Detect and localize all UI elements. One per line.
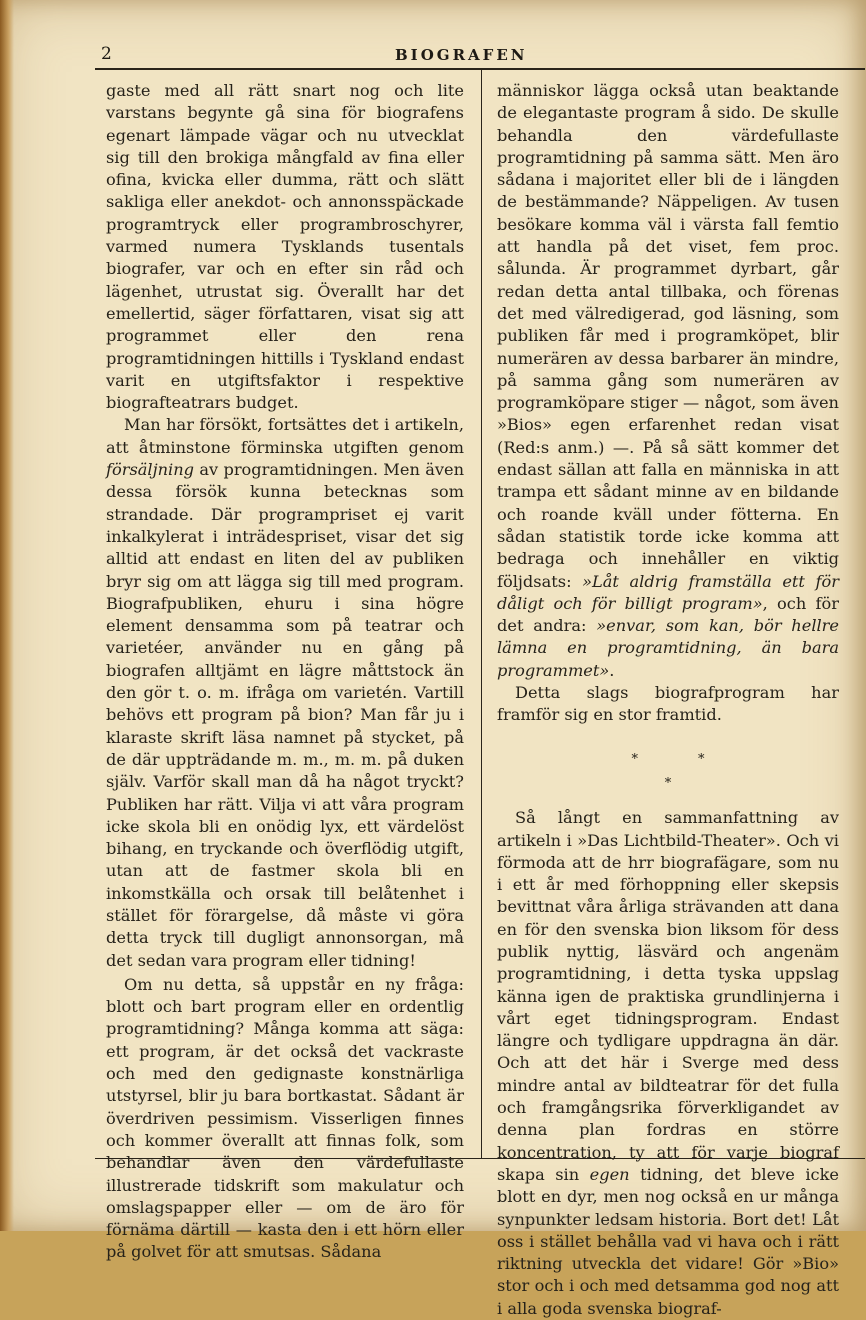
emphasis-text: »Låt aldrig framställa ett för dåligt och för billigt program» <box>497 571 839 613</box>
paragraph <box>497 807 839 1320</box>
emphasis-text: försäljning <box>106 460 195 480</box>
paragraph <box>497 80 839 682</box>
section-separator <box>497 749 839 796</box>
header-rule <box>95 68 865 70</box>
right-column <box>497 80 839 1320</box>
page-header <box>95 40 855 68</box>
left-column <box>106 80 464 1264</box>
asterisk: * <box>698 751 705 767</box>
text-run: människor lägga också utan beaktande de elegantaste program å sido. De skulle behandla den värdefullaste programtidning på samma sätt. Men äro sådana i majoritet eller bli de i längden de bestämmande? Näppeligen. Av tusen besökare komma väl i värsta fall femtio att handla på det viset, fem proc. sålunda. Är programmet dyrbart, går redan detta antal tillbaka, och förenas det med välredigerad, god läsning, som publiken får med i programköpet, blir numerären av dessa barbarer än mindre, på samma gång som numerären av programköpare stiger — något, som även »Bios» egen erfarenhet redan visat (Red:s anm.) —. På så sätt kommer det endast sällan att falla en människa in att trampa ett sådant minne av en bildande och roande kväll under fötterna. En sådan statistik torde icke komma att bedraga och innehåller en viktig följdsats: <box>497 81 839 591</box>
column-divider <box>481 70 482 1158</box>
running-title: BIOGRAFEN <box>395 46 528 64</box>
text-run: Så långt en sammanfattning av artikeln i »Das Lichtbild-Theater». Och vi förmoda att de hrr biografägare, som nu i ett år med förhoppning eller skepsis bevittnat våra årliga strävanden att dana en för den svenska bion liksom för dess publik nyttig, läsvärd och angenäm programtidning, i detta tyska uppslag känna igen de praktiska grundlinjerna i vårt eget tidningsprogram. Endast längre och tydligare uppdragna än där. Och att det här i Sverge med dess mindre antal av bildteatrar för det fulla och framgångsrika förverkligandet av denna plan fordras en större koncentration, ty att för varje biograf skapa sin <box>497 808 839 1184</box>
paragraph: gaste med all rätt snart nog och lite varstans begynte gå sina för biografens egenart lämpade vägar och nu utvecklat sig till den brokiga mångfald av fina eller ofina, kvicka eller dumma, rätt och slätt sakliga eller anekdot- och annonsspäckade programtryck eller programbroschyrer, varmed numera Tysklands tusentals biografer, var och en efter sin råd och lägenhet, utrustat sig. Överallt har det emellertid, säger författaren, visat sig att programmet eller den rena programtidningen hittills i Tyskland endast varit en utgiftsfaktor i respektive biografteatrars budget. <box>106 81 464 413</box>
emphasis-text: »envar, som kan, bör hellre lämna en programtidning, än bara programmet» <box>497 616 839 680</box>
text-run: , och för det andra: <box>497 593 839 636</box>
paragraph: Detta slags biografprogram har framför sig en stor framtid. <box>497 683 839 725</box>
text-run: tidning, det bleve icke blott en dyr, men nog också en ur många synpunkter ledsam historia. Bort det! Låt oss i stället behålla vad vi hava och i rätt riktning utveckla det vidare! Gör »Bio» stor och i och med detsamma god nog att i alla goda svenska biograf- <box>497 1164 839 1318</box>
text-run: Man har försökt, fortsättes det i artikeln, att åtminstone förminska utgiften genom <box>106 415 464 457</box>
paragraph: Om nu detta, så uppstår en ny fråga: blott och bart program eller en ordentlig programtidning? Många komma att säga: ett program, är det också det vackraste och med den gedignaste konstnärliga utstyrsel, blir ju bara bortkastat. Sådant är överdriven pessimism. Visserligen finnes och kommer överallt att finnas folk, som behandlar även den värdefullaste illustrerade tidskrift som makulatur och omslagspapper eller — om de äro för förnäma därtill — kasta den i ett hörn eller på golvet för att smutsas. Sådana <box>106 974 464 1262</box>
emphasis-text: egen <box>589 1164 630 1184</box>
asterisk: * <box>664 775 672 791</box>
asterisk: * <box>631 751 638 767</box>
book-spine-shadow <box>0 0 14 1231</box>
text-run: av programtidningen. Men även dessa försök kunna betecknas som strandade. Där programpriset ej varit inkalkylerat i inträdespriset, visar det sig alltid att endast en liten del av publiken bryr sig om att lägga sig till med program. Biografpubliken, ehuru i sina högre element densamma som på teatrar och varietéer, använder nu en gång på biografen alltjämt en lägre måttstock än den gör t. o. m. ifråga om varietén. Vartill behövs ett program på bion? Man får ju i klaraste skrift läsa namnet på stycket, på de där uppträdande m. m., m. m. på duken själv. Varför skall man då ha något tryckt? Publiken har rätt. Vilja vi att våra program icke skola bli en onödig lyx, ett värdelöst bihang, en tryckande och överflödig utgift, utan att de fastmer skola bli en inkomstkälla och orsak till belåtenhet i stället för förargelse, då måste vi göra detta tryck till dugligt annonsorgan, må det sedan vara program eller tidning! <box>106 460 464 970</box>
paragraph <box>106 414 464 971</box>
page-number: 2 <box>101 44 112 64</box>
text-run: . <box>609 660 615 680</box>
